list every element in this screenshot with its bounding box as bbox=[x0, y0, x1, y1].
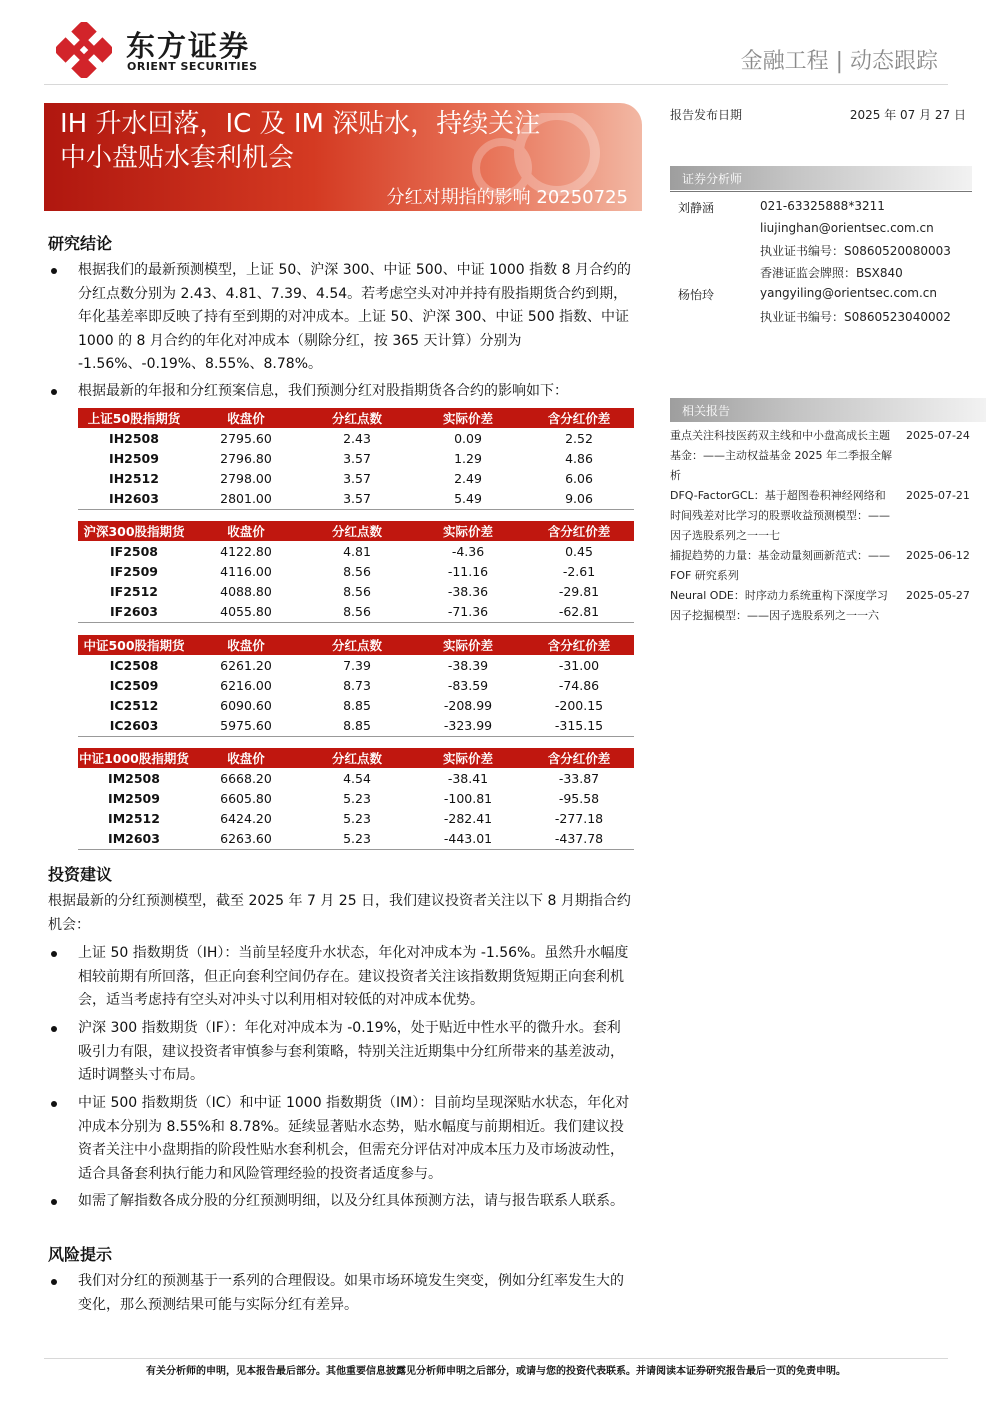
brand-name-en: ORIENT SECURITIES bbox=[127, 60, 258, 73]
brand-name-cn: 东方证券 bbox=[126, 29, 251, 63]
bullet-dot-icon bbox=[51, 1026, 57, 1032]
contract-code: IC2509 bbox=[109, 677, 159, 693]
orient-securities-logo bbox=[56, 20, 266, 76]
column-header: 实际价差 bbox=[412, 748, 524, 768]
advice-bullet bbox=[48, 1017, 634, 1088]
ic-futures-table bbox=[78, 635, 634, 737]
contract-code: IF2509 bbox=[110, 563, 158, 579]
spread-with-dividend: -29.81 bbox=[558, 584, 600, 600]
analyst-license: 执业证书编号：S0860520080003 bbox=[760, 244, 951, 258]
column-header: 含分红价差 bbox=[524, 521, 634, 541]
dividend-points: 8.85 bbox=[343, 698, 371, 714]
close-price: 6090.60 bbox=[220, 698, 272, 714]
dividend-points: 8.73 bbox=[343, 677, 371, 693]
dividend-points: 8.85 bbox=[302, 716, 412, 736]
related-report-date: 2025-05-27 bbox=[906, 589, 970, 602]
actual-spread: 1.29 bbox=[454, 450, 482, 466]
column-header: 中证500股指期货 bbox=[78, 635, 190, 655]
contract-code: IH2512 bbox=[109, 471, 159, 487]
disclaimer-footer: 有关分析师的申明，见本报告最后部分。其他重要信息披露见分析师申明之后部分，或请与您的投资代表联系。并请阅读本证券研究报告最后一页的免责申明。 bbox=[146, 1366, 846, 1377]
ih-futures-table bbox=[78, 408, 634, 510]
close-price: 4055.80 bbox=[190, 602, 302, 622]
column-header: 收盘价 bbox=[190, 635, 302, 655]
column-header: 收盘价 bbox=[190, 748, 302, 768]
close-price: 6263.60 bbox=[190, 829, 302, 849]
actual-spread: -71.36 bbox=[412, 602, 524, 622]
analyst-email[interactable]: yangyiling@orientsec.com.cn bbox=[760, 286, 937, 300]
close-price: 4088.80 bbox=[220, 584, 272, 600]
close-price: 4122.80 bbox=[220, 543, 272, 559]
research-bullet bbox=[48, 380, 634, 404]
bullet-dot-icon bbox=[51, 1199, 57, 1205]
table-row bbox=[78, 469, 634, 489]
dividend-points: 4.81 bbox=[343, 543, 371, 559]
table-header-row bbox=[78, 521, 634, 541]
table-row bbox=[78, 561, 634, 581]
related-reports-header: 相关报告 bbox=[682, 404, 731, 418]
column-header: 收盘价 bbox=[190, 408, 302, 428]
bullet-dot-icon bbox=[51, 389, 57, 395]
spread-with-dividend: 0.45 bbox=[565, 543, 593, 559]
analyst-name: 刘静涵 bbox=[678, 201, 715, 215]
actual-spread: -38.39 bbox=[447, 657, 489, 673]
spread-with-dividend: 9.06 bbox=[524, 489, 634, 509]
advice-bullet bbox=[48, 1092, 634, 1186]
analyst-hk-license: 香港证监会牌照：BSX840 bbox=[760, 266, 903, 280]
close-price: 2796.80 bbox=[220, 450, 272, 466]
advice-bullet bbox=[48, 1190, 634, 1214]
research-conclusion-heading: 研究结论 bbox=[48, 234, 113, 253]
column-header: 上证50股指期货 bbox=[78, 408, 190, 428]
analyst-name: 杨怡玲 bbox=[678, 288, 715, 302]
report-category: 金融工程 | 动态跟踪 bbox=[740, 49, 938, 74]
dividend-points: 2.43 bbox=[343, 430, 371, 446]
dividend-points: 8.56 bbox=[343, 563, 371, 579]
column-header: 含分红价差 bbox=[524, 635, 634, 655]
dividend-points: 5.23 bbox=[302, 829, 412, 849]
close-price: 5975.60 bbox=[190, 716, 302, 736]
table-header-row bbox=[78, 635, 634, 655]
dividend-points: 8.56 bbox=[302, 602, 412, 622]
close-price: 2798.00 bbox=[220, 471, 272, 487]
column-header: 含分红价差 bbox=[524, 408, 634, 428]
research-bullet-text: 根据最新的年报和分红预案信息，我们预测分红对股指期货各合约的影响如下： bbox=[78, 383, 568, 399]
publish-date: 2025 年 07 月 27 日 bbox=[849, 108, 966, 122]
contract-code: IF2603 bbox=[78, 602, 190, 622]
dividend-points: 5.23 bbox=[343, 790, 371, 806]
table-row bbox=[78, 489, 634, 509]
spread-with-dividend: -33.87 bbox=[558, 770, 600, 786]
contract-code: IM2509 bbox=[108, 790, 160, 806]
header-divider bbox=[44, 84, 948, 85]
contract-code: IC2512 bbox=[109, 698, 159, 714]
table-row bbox=[78, 788, 634, 808]
close-price: 6216.00 bbox=[220, 677, 272, 693]
actual-spread: -4.36 bbox=[451, 543, 485, 559]
related-report-title[interactable]: 捕捉趋势的力量：基金动量刻画新范式：——FOF 研究系列 bbox=[670, 549, 890, 582]
spread-with-dividend: -2.61 bbox=[562, 563, 596, 579]
advice-intro: 根据最新的分红预测模型，截至 2025 年 7 月 25 日，我们建议投资者关注以下 8 月期指合约机会： bbox=[48, 893, 631, 933]
analyst-license: 执业证书编号：S0860523040002 bbox=[760, 310, 951, 324]
table-row bbox=[78, 716, 634, 736]
actual-spread: -38.36 bbox=[447, 584, 489, 600]
title-banner bbox=[44, 103, 642, 211]
actual-spread: 5.49 bbox=[412, 489, 524, 509]
related-report-date: 2025-07-24 bbox=[906, 429, 970, 442]
footer-divider bbox=[44, 1358, 948, 1359]
risk-bullet-text: 我们对分红的预测基于一系列的合理假设。如果市场环境发生突变，例如分红率发生大的变化，那么预测结果可能与实际分红有差异。 bbox=[78, 1273, 624, 1313]
actual-spread: -83.59 bbox=[447, 677, 489, 693]
actual-spread: -100.81 bbox=[443, 790, 493, 806]
column-header: 实际价差 bbox=[412, 635, 524, 655]
risk-warning-heading: 风险提示 bbox=[48, 1245, 113, 1264]
actual-spread: -38.41 bbox=[447, 770, 489, 786]
column-header: 分红点数 bbox=[302, 748, 412, 768]
advice-bullet-text: 如需了解指数各成分股的分红预测明细，以及分红具体预测方法，请与报告联系人联系。 bbox=[78, 1193, 624, 1209]
research-bullet bbox=[48, 259, 634, 377]
bullet-dot-icon bbox=[51, 1101, 57, 1107]
table-row bbox=[78, 602, 634, 622]
contract-code: IM2508 bbox=[108, 770, 160, 786]
bullet-dot-icon bbox=[51, 1279, 57, 1285]
spread-with-dividend: -31.00 bbox=[558, 657, 600, 673]
table-header-row bbox=[78, 408, 634, 428]
bullet-dot-icon bbox=[51, 268, 57, 274]
close-price: 6605.80 bbox=[220, 790, 272, 806]
related-report-title[interactable]: 重点关注科技医药双主线和中小盘高成长主题基金：——主动权益基金 2025 年二季报全解析 bbox=[670, 429, 892, 482]
column-header: 实际价差 bbox=[412, 408, 524, 428]
contract-code: IC2508 bbox=[109, 657, 159, 673]
table-header-row bbox=[78, 748, 634, 768]
related-reports-header-bar bbox=[670, 398, 986, 422]
spread-with-dividend: -437.78 bbox=[524, 829, 634, 849]
dividend-points: 5.23 bbox=[343, 811, 371, 827]
analyst-header: 证券分析师 bbox=[682, 172, 743, 186]
column-header: 分红点数 bbox=[302, 635, 412, 655]
dividend-points: 8.56 bbox=[343, 584, 371, 600]
actual-spread: -282.41 bbox=[443, 811, 493, 827]
column-header: 分红点数 bbox=[302, 521, 412, 541]
dividend-points: 4.54 bbox=[343, 770, 371, 786]
contract-code: IF2512 bbox=[110, 584, 158, 600]
investment-advice-heading: 投资建议 bbox=[48, 865, 113, 884]
analyst-email[interactable]: liujinghan@orientsec.com.cn bbox=[760, 221, 934, 235]
table-row bbox=[78, 448, 634, 468]
spread-with-dividend: -277.18 bbox=[554, 811, 604, 827]
contract-code: IH2509 bbox=[109, 450, 159, 466]
table-row bbox=[78, 829, 634, 849]
dividend-points: 7.39 bbox=[343, 657, 371, 673]
table-row bbox=[78, 768, 634, 788]
table-row bbox=[78, 428, 634, 448]
advice-bullet-text: 沪深 300 指数期货（IF）：年化对冲成本为 -0.19%，处于贴近中性水平的微升水。套利吸引力有限，建议投资者审慎参与套利策略，特别关注近期集中分红所带来的基差波动，适时调整头寸布局。 bbox=[78, 1020, 624, 1083]
spread-with-dividend: 4.86 bbox=[565, 450, 593, 466]
im-futures-table bbox=[78, 748, 634, 850]
spread-with-dividend: -200.15 bbox=[554, 698, 604, 714]
publish-date-label: 报告发布日期 bbox=[670, 108, 743, 122]
related-report-date: 2025-06-12 bbox=[906, 549, 970, 562]
actual-spread: -11.16 bbox=[447, 563, 489, 579]
actual-spread: 2.49 bbox=[454, 471, 482, 487]
column-header: 分红点数 bbox=[302, 408, 412, 428]
actual-spread: -208.99 bbox=[443, 698, 493, 714]
table-row bbox=[78, 582, 634, 602]
spread-with-dividend: -95.58 bbox=[558, 790, 600, 806]
report-title-line1: IH 升水回落，IC 及 IM 深贴水，持续关注 bbox=[60, 109, 541, 139]
column-header: 沪深300股指期货 bbox=[78, 521, 190, 541]
dividend-points: 3.57 bbox=[302, 489, 412, 509]
contract-code: IF2508 bbox=[110, 543, 158, 559]
contract-code: IM2603 bbox=[78, 829, 190, 849]
publish-date-row bbox=[670, 106, 970, 122]
analyst-header-bar bbox=[670, 166, 972, 190]
contract-code: IM2512 bbox=[108, 811, 160, 827]
research-bullet-text: 根据我们的最新预测模型，上证 50、沪深 300、中证 500、中证 1000 指数 8 月合约的分红点数分别为 2.43、4.81、7.39、4.54。若考虑空头对冲并持有股指期货合约到期，年化基差率即反映了持有至到期的对冲成本。上证 50、沪深 300、中证 500 指数、中证 1000 的 8 月合约的年化对冲成本（剔除分红，按 365 天计算）分别为 -1.56%、-0.19%、8.55%、8.78%。 bbox=[78, 262, 631, 372]
contract-code: IH2603 bbox=[78, 489, 190, 509]
table-row bbox=[78, 696, 634, 716]
close-price: 4116.00 bbox=[220, 563, 272, 579]
table-row bbox=[78, 541, 634, 561]
analyst-phone: 021-63325888*3211 bbox=[760, 199, 885, 213]
table-row bbox=[78, 675, 634, 695]
spread-with-dividend: -315.15 bbox=[524, 716, 634, 736]
bullet-dot-icon bbox=[51, 951, 57, 957]
table-row bbox=[78, 809, 634, 829]
related-report-title[interactable]: Neural ODE：时序动力系统重构下深度学习因子挖掘模型：——因子选股系列之一一六 bbox=[670, 589, 888, 622]
actual-spread: 0.09 bbox=[454, 430, 482, 446]
spread-with-dividend: -74.86 bbox=[558, 677, 600, 693]
close-price: 6424.20 bbox=[220, 811, 272, 827]
if-futures-table bbox=[78, 521, 634, 623]
column-header: 中证1000股指期货 bbox=[78, 748, 190, 768]
contract-code: IC2603 bbox=[78, 716, 190, 736]
related-report-title[interactable]: DFQ-FactorGCL：基于超图卷积神经网络和时间残差对比学习的股票收益预测模型：——因子选股系列之一一七 bbox=[670, 489, 890, 542]
report-title-line2: 中小盘贴水套利机会 bbox=[60, 143, 295, 173]
column-header: 实际价差 bbox=[412, 521, 524, 541]
close-price: 2801.00 bbox=[190, 489, 302, 509]
spread-with-dividend: -62.81 bbox=[524, 602, 634, 622]
dividend-points: 3.57 bbox=[343, 471, 371, 487]
spread-with-dividend: 6.06 bbox=[565, 471, 593, 487]
orient-logo-icon bbox=[56, 22, 112, 78]
close-price: 6261.20 bbox=[220, 657, 272, 673]
column-header: 含分红价差 bbox=[524, 748, 634, 768]
advice-bullet bbox=[48, 942, 634, 1013]
close-price: 2795.60 bbox=[220, 430, 272, 446]
spread-with-dividend: 2.52 bbox=[565, 430, 593, 446]
related-report-date: 2025-07-21 bbox=[906, 489, 970, 502]
contract-code: IH2508 bbox=[109, 430, 159, 446]
risk-bullet bbox=[48, 1270, 634, 1317]
advice-bullet-text: 中证 500 指数期货（IC）和中证 1000 指数期货（IM）：目前均呈现深贴水状态，年化对冲成本分别为 8.55%和 8.78%。延续显著贴水态势，贴水幅度与前期相近。我们建议投资者关注中小盘期指的阶段性贴水套利机会，但需充分评估对冲成本压力及市场波动性，适合具备套利执行能力和风险管理经验的投资者适度参与。 bbox=[78, 1095, 630, 1182]
report-title bbox=[60, 107, 540, 175]
dividend-points: 3.57 bbox=[343, 450, 371, 466]
report-subtitle: 分红对期指的影响 20250725 bbox=[386, 187, 628, 208]
actual-spread: -443.01 bbox=[412, 829, 524, 849]
column-header: 收盘价 bbox=[190, 521, 302, 541]
actual-spread: -323.99 bbox=[412, 716, 524, 736]
close-price: 6668.20 bbox=[220, 770, 272, 786]
advice-bullet-text: 上证 50 指数期货（IH）：当前呈轻度升水状态，年化对冲成本为 -1.56%。虽然升水幅度相较前期有所回落，但正向套利空间仍存在。建议投资者关注该指数期货短期正向套利机会，适当考虑持有空头对冲头寸以利用相对较低的对冲成本优势。 bbox=[78, 945, 629, 1008]
table-row bbox=[78, 655, 634, 675]
